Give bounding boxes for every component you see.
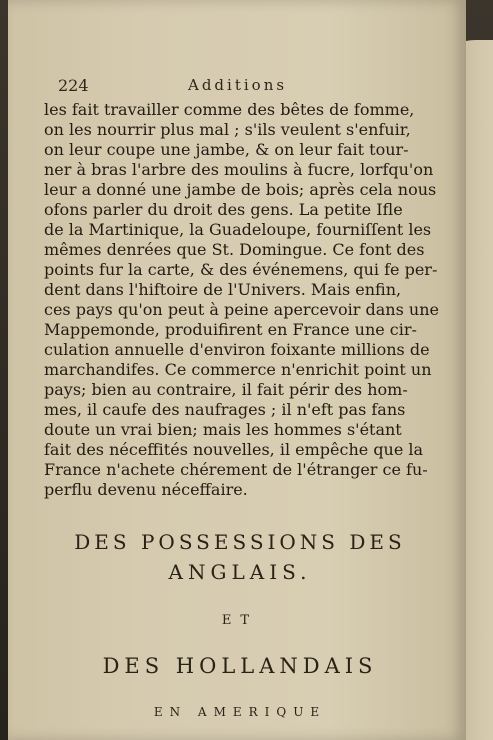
text-line: on les nourrir plus mal ; s'ils veulent s'enfuir, [44, 120, 411, 139]
text-line: ces pays qu'on peut à peine apercevoir dans une [44, 300, 439, 319]
text-line: ner à bras l'arbre des moulins à fucre, lorfqu'on [44, 160, 434, 179]
section-title-conjunction: ET [221, 613, 259, 628]
section-title-line-4: DES HOLLANDAIS [102, 654, 378, 678]
text-line: marchandifes. Ce commerce n'enrichit point un [44, 360, 432, 379]
running-head: Additions [188, 76, 288, 94]
section-title-line-5: EN AMERIQUE [153, 705, 327, 719]
text-line: points fur la carte, & des événemens, qui fe per- [44, 260, 438, 279]
text-line: ofons parler du droit des gens. La petite Ifle [44, 200, 403, 219]
text-line: doute un vrai bien; mais les hommes s'étant [44, 420, 402, 439]
text-line: mes, il caufe des naufrages ; il n'eft pas fans [44, 400, 406, 419]
body-paragraph [44, 100, 442, 500]
section-title-line-2: ANGLAIS. [168, 560, 312, 584]
text-line: mêmes denrées que St. Domingue. Ce font des [44, 240, 425, 259]
text-line: on leur coupe une jambe, & on leur fait tour- [44, 140, 409, 159]
page-header [58, 76, 353, 100]
section-title-line-1: DES POSSESSIONS DES [74, 530, 406, 554]
text-line: les fait travailler comme des bêtes de fomme, [44, 100, 415, 119]
text-line: France n'achete chérement de l'étranger ce fu- [44, 460, 428, 479]
text-line: fait des néceffités nouvelles, il empêche que la [44, 440, 424, 459]
text-line: leur a donné une jambe de bois; après cela nous [44, 180, 437, 199]
text-line: dent dans l'hiftoire de l'Univers. Mais enfin, [44, 280, 402, 299]
text-line: pays; bien au contraire, il fait périr des hom- [44, 380, 408, 399]
page-number: 224 [58, 76, 89, 95]
text-line: Mappemonde, produifirent en France une cir- [44, 320, 417, 339]
text-line: culation annuelle d'environ foixante millions de [44, 340, 430, 359]
text-line: de la Martinique, la Guadeloupe, fourniſſent les [44, 220, 432, 239]
text-line: perflu devenu néceffaire. [44, 480, 248, 499]
